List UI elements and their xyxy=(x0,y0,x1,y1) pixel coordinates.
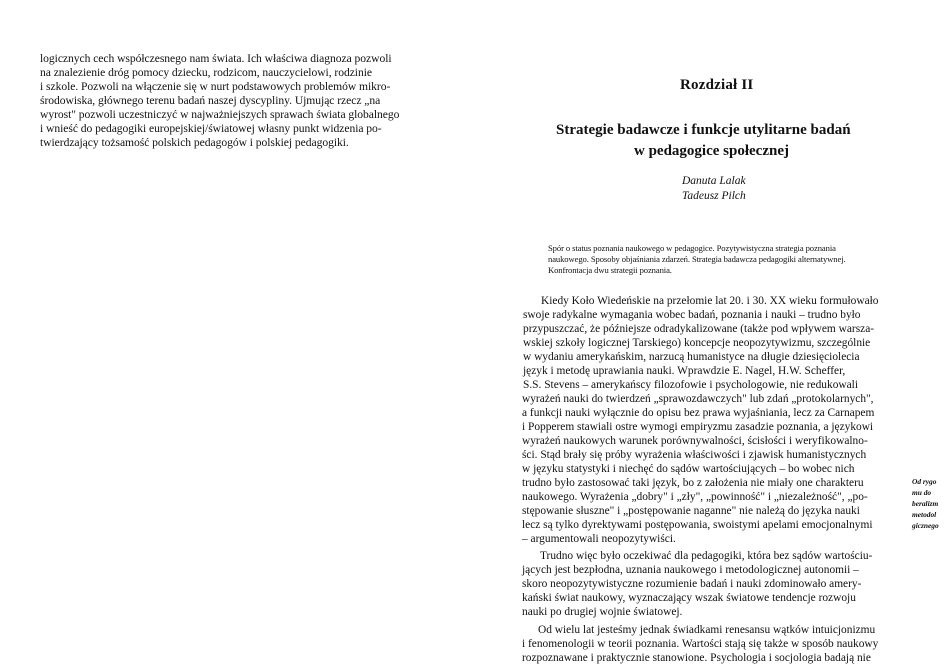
body-text-line: stępowanie słuszne" i „postępowanie naganne" nie należą do języka nauki xyxy=(522,505,860,517)
body-text-line: wyrażeń nauki do twierdzeń „sprawozdawczych" lub zdań „protokolarnych", xyxy=(522,393,874,405)
left-text-line: logicznych cech współczesnego nam świata. Ich właściwa diagnoza pozwoli xyxy=(40,52,392,65)
body-text-line: – argumentowali neopozytywiści. xyxy=(522,533,676,545)
chapter-title-line-1: Strategie badawcze i funkcje utylitarne badań xyxy=(556,122,851,138)
chapter-number: Rozdział II xyxy=(680,77,754,93)
body-text-line: ści. Stąd brały się próby wyrażenia właściwości i zjawisk humanistycznych xyxy=(522,449,867,461)
abstract-line: naukowego. Sposoby objaśniania zdarzeń. Strategia badawcza pedagogiki alternatywnej. xyxy=(548,254,846,264)
author-name: Danuta Lalak xyxy=(682,175,746,187)
body-text-line: kański świat naukowy, wyznaczający wszak światowe tendencje rozwoju xyxy=(522,592,856,604)
body-text-line: S.S. Stevens – amerykańscy filozofowie i psychologowie, nie redukowali xyxy=(523,379,859,391)
body-text-line: przypuszczać, że późniejsze odradykalizowane (także pod wpływem warsza- xyxy=(523,323,875,335)
body-text-line: Trudno więc było oczekiwać dla pedagogiki, która bez sądów wartościu- xyxy=(540,550,873,562)
body-text-line: wskiej szkoły logicznej Tarskiego) koncepcje neopozytywizmu, szczególnie xyxy=(523,337,871,349)
body-text-line: i Popperem stawiali ostre wymogi empiryzmu zasadzie poznania, a językowi xyxy=(522,421,874,433)
left-text-line: i szkole. Pozwoli na włączenie się w nurt podstawowych problemów mikro- xyxy=(40,80,391,93)
body-text-line: skoro neopozytywistyczne rozumienie badań i nauki zdominowało amery- xyxy=(522,578,862,590)
body-text-line: język i metodę uprawiania nauki. Wprawdzie E. Nagel, H.W. Scheffer, xyxy=(523,365,846,377)
body-text-line: trudno było zastosować taki język, bo z założenia nie miały one charakteru xyxy=(522,477,864,489)
chapter-title-line-2: w pedagogice społecznej xyxy=(634,143,789,159)
margin-note-line: mu do xyxy=(912,488,932,497)
left-text-line: i wnieść do pedagogiki europejskiej/światowej własny punkt widzenia po- xyxy=(40,122,382,135)
body-text-line: wyrażeń naukowych warunek porównywalności, ścisłości i weryfikowalno- xyxy=(522,435,868,447)
left-page xyxy=(0,0,470,670)
body-text-line: lecz są tylko dyrektywami postępowania, swoistymi apelami emocjonalnymi xyxy=(522,519,873,531)
abstract-line: Konfrontacja dwu strategii poznania. xyxy=(548,265,672,275)
body-text-line: nauki po drugiej wojnie światowej. xyxy=(522,606,683,618)
body-text-line: Od wielu lat jesteśmy jednak świadkami renesansu wątków intuicjonizmu xyxy=(538,624,876,636)
body-text-line: naukowego. Wyrażenia „dobry" i „zły", „powinność" i „niezależność", „po- xyxy=(522,491,868,503)
left-text-line: wyrost" pozwoli uczestniczyć w najważniejszych sprawach świata globalnego xyxy=(40,108,400,121)
author-name: Tadeusz Pilch xyxy=(682,190,746,202)
body-text-line: w wydaniu amerykańskim, narzucą humanistyce na długie dziesięciolecia xyxy=(523,351,860,363)
left-text-line: środowiska, głównego terenu badań naszej dyscypliny. Ujmując rzecz „na xyxy=(40,94,381,107)
left-text-line: twierdzający tożsamość polskich pedagogów i polskiej pedagogiki. xyxy=(40,136,349,149)
body-text-line: jących jest bezpłodna, uznania naukowego i metodologicznej autonomii – xyxy=(522,564,859,576)
body-text-line: w języku statystyki i niechęć do sądów wartościujących – bo wobec nich xyxy=(522,463,855,475)
body-text-line: a funkcji nauki wyłącznie do opisu bez prawa wyjaśniania, lecz za Carnapem xyxy=(522,407,875,419)
body-text-line: i fenomenologii w teorii poznania. Wartości stają się także w sposób naukowy xyxy=(522,638,879,650)
left-text-line: na znalezienie dróg pomocy dziecku, rodzicom, nauczycielowi, rodzinie xyxy=(40,66,372,79)
abstract-line: Spór o status poznania naukowego w pedagogice. Pozytywistyczna strategia poznania xyxy=(548,243,836,253)
body-text-line: rozpoznawane i praktycznie stanowione. Psychologia i socjologia badają nie xyxy=(522,652,871,664)
margin-note-line: gicznego xyxy=(912,521,939,530)
body-text-line: Kiedy Koło Wiedeńskie na przełomie lat 20. i 30. XX wieku formułowało xyxy=(541,295,879,307)
body-text-line: swoje radykalne wymagania wobec badań, poznania i nauki – trudno było xyxy=(523,309,861,321)
margin-note-line: beralizm xyxy=(912,499,939,508)
margin-note-line: Od rygo xyxy=(912,477,937,486)
margin-note-line: metodol xyxy=(912,510,937,519)
